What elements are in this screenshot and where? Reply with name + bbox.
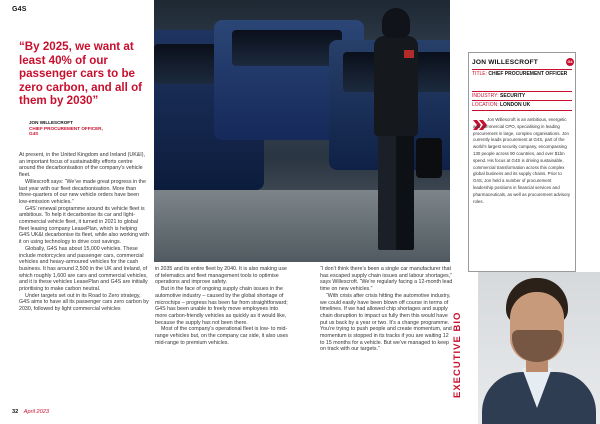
paragraph: Willescroft says: “We’ve made great progress in the last year with our fleet decarbonisation. More than three-quarters of our new vehicle orders have been low-emission vehicles.” xyxy=(19,178,146,205)
author-company: G4S xyxy=(29,131,39,137)
executive-bio-label: EXECUTIVE BIO xyxy=(452,311,463,399)
divider xyxy=(472,110,572,111)
officer-patch xyxy=(404,50,414,58)
brand-tag: G4S xyxy=(12,6,27,13)
paragraph: Under targets set out in its Road to Zero strategy, G4S aims to have all its passenger cars zero carbon by 2030, followed by light commercial vehicles xyxy=(19,292,149,313)
officer-legs xyxy=(378,132,414,250)
quote-author xyxy=(29,120,149,137)
profile-location-row xyxy=(472,100,572,108)
body-column-3 xyxy=(320,266,453,353)
paragraph: At present, in the United Kingdom and Ireland (UK&I), an important focus of sustainability efforts centre around the decarbonisation of the company’s vehicle fleet. xyxy=(19,152,146,179)
page-number: 32 xyxy=(12,409,19,415)
bio-text: Jon Willescroft is an ambitious, energetic and commercial CPO, specialising in leading procurement in large, complex organisations. Jon currently leads procurement at G4S, part of the world’s largest security company, encompassing 130 people across 90 countries, and over $1bn spend. His focus at G4S is driving sustainable, commercial transformation across this complex global business and its supply chains. Prior to G4S, Jon held a number of procurement leadership positions in financial services and pharmaceuticals, as well as procurement advisory roles. xyxy=(473,117,571,204)
page-footer xyxy=(12,409,49,415)
author-role: CHIEF PROCUREMENT OFFICER, xyxy=(29,125,103,131)
industry-label: INDUSTRY: xyxy=(472,93,499,99)
paragraph: Globally, G4S has about 15,000 vehicles. These include motorcycles and passenger cars, commercial vehicles and heavy-armoured vehicles for the cash business. It has around 2,500 in the UK and Ireland, of which roughly 1,600 are cars and commercial vehicles, and it is these vehicles LeasePlan and G4S are initially prioritising to make carbon neutral. xyxy=(19,245,148,293)
officer-helmet xyxy=(382,8,410,38)
profile-title-row xyxy=(472,69,572,77)
page-badge: G4 xyxy=(567,60,573,64)
profile-bio xyxy=(473,117,571,205)
paragraph: “With crisis after crisis hitting the automotive industry, we could easily have been blown off course in terms of timelines. If we had allowed chip shortages and supply chain disruption to impact us fully then this would have put us back by a year or two. It’s a change programme. You’re trying to push people and create momentum, and momentum is stopped in its tracks if you are waiting 12 to 15 months for a vehicle. But we’ve managed to keep on track with our targets.” xyxy=(320,292,452,353)
officer-bag xyxy=(416,138,442,178)
paragraph: Most of the company’s operational fleet is low- to mid-range vehicles but, on the company car side, it also uses mid-range to premium vehicles. xyxy=(155,326,289,346)
portrait-photo xyxy=(478,272,600,424)
profile-name: JON WILLESCROFT xyxy=(472,59,539,66)
paragraph: in 2035 and its entire fleet by 2040. It is also making use of telematics and fleet management tools to optimise operations and improve safety. xyxy=(155,266,287,286)
body-column-1 xyxy=(19,152,149,313)
paragraph: But in the face of ongoing supply chain issues in the automotive industry – caused by the global shortage of microchips – progress has been far from straightforward; G4S has been unable to freely move employees into more carbon-friendly vehicles as quickly as it would like, because the supply has not been there. xyxy=(155,286,288,326)
author-name: JON WILLESCROFT xyxy=(29,120,73,125)
pull-quote: “By 2025, we want at least 40% of our passenger cars to be zero carbon, and all of them by 2030” xyxy=(19,40,143,108)
industry-value: SECURITY xyxy=(499,93,526,99)
title-value: CHIEF PROCUREMENT OFFICER xyxy=(488,71,568,77)
location-label: LOCATION: xyxy=(472,102,499,108)
profile-industry-row xyxy=(472,91,572,99)
paragraph: G4S’ renewal programme around its vehicle fleet is ambitious. To help it decarbonise its car and light-commercial vehicle fleet, it turned in 2021 to global fleet leasing company LeasePlan, which is helping G4S UK&I decarbonise its fleet, while also working with it on using technology to drive cost savings. xyxy=(19,205,149,246)
feature-photo xyxy=(154,0,450,262)
location-value: LONDON UK xyxy=(499,102,531,108)
body-column-2 xyxy=(155,266,290,346)
title-label: TITLE: xyxy=(472,71,488,77)
paragraph: “I don’t think there’s been a single car manufacturer that has escaped supply chain issues and labour shortages,” says Willescroft. “We’re regularly facing a 12-month lead time on new vehicles.” xyxy=(320,266,453,293)
issue-date: April 2023 xyxy=(23,409,49,415)
